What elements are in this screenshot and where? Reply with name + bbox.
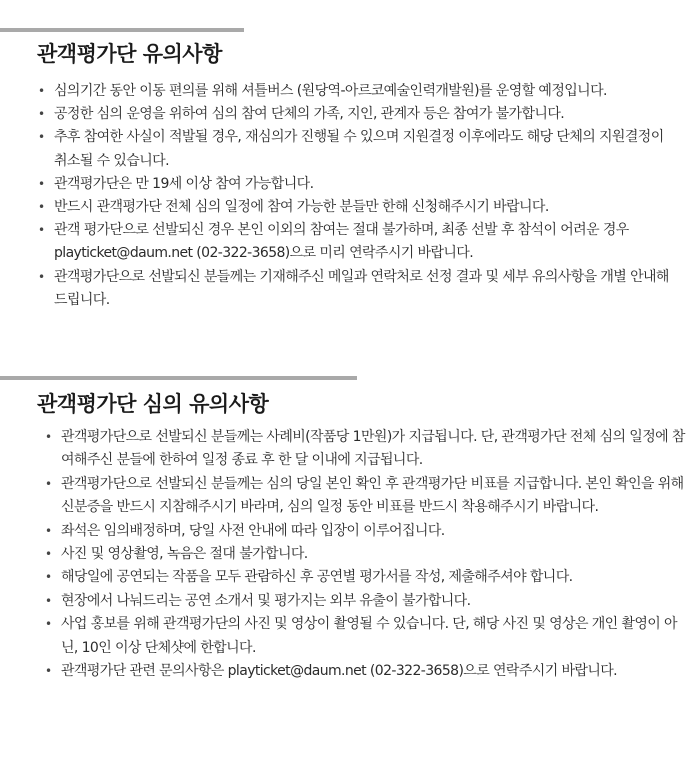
list-item: • 심의기간 동안 이동 편의를 위해 셔틀버스 (원당역-아르코예술인력개발원)를 운영할 예정입니다. — [38, 80, 678, 103]
list-item: • 좌석은 임의배정하며, 당일 사전 안내에 따라 입장이 이루어집니다. — [45, 520, 685, 543]
list-item: • 추후 참여한 사실이 적발될 경우, 재심의가 진행될 수 있으며 지원결정 이후에라도 해당 단체의 지원결정이 취소될 수 있습니다. — [38, 126, 678, 172]
review-guidelines-list — [45, 426, 685, 683]
list-item: • 관객평가단으로 선발되신 분들께는 기재해주신 메일과 연락처로 선정 결과 및 세부 유의사항을 개별 안내해드립니다. — [38, 266, 678, 312]
list-item: • 관객평가단으로 선발되신 분들께는 심의 당일 본인 확인 후 관객평가단 비표를 지급합니다. 본인 확인을 위해 신분증을 반드시 지참해주시기 바라며, 심의 일정 동안 비표를 반드시 착용해주시기 바랍니다. — [45, 473, 685, 520]
section-title: 관객평가단 유의사항 — [37, 42, 222, 66]
list-item: • 관객평가단 관련 문의사항은 playticket@daum.net (02-322-3658)으로 연락주시기 바랍니다. — [45, 660, 685, 683]
list-item: • 관객평가단은 만 19세 이상 참여 가능합니다. — [38, 173, 678, 196]
section-divider — [0, 28, 244, 32]
guidelines-list — [38, 80, 678, 312]
section-title: 관객평가단 심의 유의사항 — [37, 392, 269, 416]
list-item: • 관객 평가단으로 선발되신 경우 본인 이외의 참여는 절대 불가하며, 최종 선발 후 참석이 어려운 경우 playticket@daum.net (02-322-3658)으로 미리 연락주시기 바랍니다. — [38, 219, 678, 265]
list-item: • 사업 홍보를 위해 관객평가단의 사진 및 영상이 촬영될 수 있습니다. 단, 해당 사진 및 영상은 개인 촬영이 아닌, 10인 이상 단체샷에 한합니다. — [45, 613, 685, 660]
list-item: • 해당일에 공연되는 작품을 모두 관람하신 후 공연별 평가서를 작성, 제출해주셔야 합니다. — [45, 566, 685, 589]
list-item: • 사진 및 영상촬영, 녹음은 절대 불가합니다. — [45, 543, 685, 566]
list-item: • 공정한 심의 운영을 위하여 심의 참여 단체의 가족, 지인, 관계자 등은 참여가 불가합니다. — [38, 103, 678, 126]
list-item: • 관객평가단으로 선발되신 분들께는 사례비(작품당 1만원)가 지급됩니다. 단, 관객평가단 전체 심의 일정에 참여해주신 분들에 한하여 일정 종료 후 한 달 이내에 지급됩니다. — [45, 426, 685, 473]
list-item: • 현장에서 나눠드리는 공연 소개서 및 평가지는 외부 유출이 불가합니다. — [45, 590, 685, 613]
list-item: • 반드시 관객평가단 전체 심의 일정에 참여 가능한 분들만 한해 신청해주시기 바랍니다. — [38, 196, 678, 219]
section-divider — [0, 376, 357, 380]
